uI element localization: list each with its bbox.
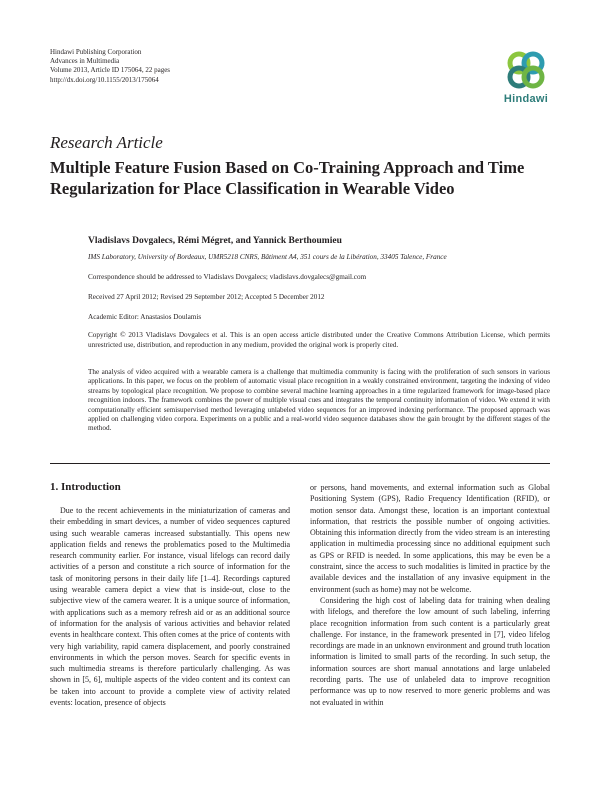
intro-paragraph-continued: or persons, hand movements, and external information such as Global Positioning System (GPS), Radio Frequency Identification (RFID), or motion sensor data. Amongst these, location is an important contextual information, that restricts the possible number of ongoing activities. Obtaining this information directly from the video stream is an interesting application in multimedia processing since no additional equipment such as GPS or RFID is needed. In some applications, this may be even be a constraint, since the access to such modalities is limited in practice by the available devices and the installation of any invasive equipment in the environment (such as home) may not be welcome. bbox=[310, 483, 550, 594]
left-column bbox=[50, 505, 290, 708]
intro-paragraph: Due to the recent achievements in the miniaturization of cameras and their embedding in smart devices, a number of video sequences captured using such wearable cameras increased substantially. This opens new application fields and renews the problematics posed to the Multimedia research community earlier. For instance, visual lifelogs can record daily activities of a person and constitute a rich source of information for the task of monitoring persons in their daily life [1–4]. Recordings captured using wearable camera depict a view that is inside-out, close to the subjective view of the camera wearer. It is a unique source of information, with applications such as a memory refresh aid or as an additional source of information for the analysis of various activities and behavior related events in healthcare context. This often comes at the price of contents with very high variability, rapid camera displacement, and poorly constrained environments in which the person moves. Search for specific events in such multimedia streams is therefore particularly challenging. As was shown in [5, 6], multiple aspects of the video content and its context can be taken into account to provide a complete view of activity related events: location, presence of objects bbox=[50, 506, 290, 708]
paper-title: Multiple Feature Fusion Based on Co-Training Approach and Time Regularization for Place Classification in Wearable Video bbox=[50, 158, 525, 198]
article-type: Research Article bbox=[50, 133, 163, 152]
doi-link[interactable]: http://dx.doi.org/10.1155/2013/175064 bbox=[50, 75, 159, 84]
right-column bbox=[310, 482, 550, 708]
section-heading: 1. Introduction bbox=[50, 481, 121, 493]
section-divider bbox=[50, 463, 550, 464]
academic-editor: Academic Editor: Anastasios Doulamis bbox=[88, 313, 202, 321]
abstract: The analysis of video acquired with a wearable camera is a challenge that multimedia community is facing with the proliferation of such sensors in various applications. In this paper, we focus on the problem of automatic visual place recognition in a weakly constrained environment, targeting the indexing of video streams by topological place recognition. We propose to combine several machine learning approaches in a time regularized framework for image-based place recognition indoors. The framework combines the power of multiple visual cues and integrates the temporal continuity information of video. We extend it with computationally efficient semisupervised method leveraging unlabeled video sequences for an improved indexing performance. The proposed approach was applied on challenging video corpora. Experiments on a public and a real-world video sequence databases show the gain brought by the different stages of the method. bbox=[88, 368, 550, 433]
intro-paragraph: Considering the high cost of labeling data for training when dealing with lifelogs, and therefore the low amount of such labeling, inferring place recognition information from such content is a particularly great challenge. For instance, in the framework presented in [7], video lifelog recordings are made in an unknown environment and ground truth location information is limited to small parts of the recording. In such setup, the information sources are short manual annotations and large unlabeled recording parts. The use of unlabeled data to improve recognition performance was up to now reserved to more generic problems and was not evaluated in within bbox=[310, 595, 550, 707]
author-list: Vladislavs Dovgalecs, Rémi Mégret, and Yannick Berthoumieu bbox=[88, 236, 342, 246]
hindawi-logo-text: Hindawi bbox=[503, 93, 549, 105]
publisher-name: Hindawi Publishing Corporation bbox=[50, 48, 142, 56]
correspondence: Correspondence should be addressed to Vladislavs Dovgalecs; vladislavs.dovgalecs@gmail.com bbox=[88, 273, 367, 281]
journal-name: Advances in Multimedia bbox=[50, 57, 120, 66]
publication-dates: Received 27 April 2012; Revised 29 September 2012; Accepted 5 December 2012 bbox=[88, 293, 325, 301]
volume-info: Volume 2013, Article ID 175064, 22 pages bbox=[50, 66, 171, 75]
journal-header bbox=[50, 48, 170, 85]
affiliation: IMS Laboratory, University of Bordeaux, UMR5218 CNRS, Bâtiment A4, 351 cours de la Libération, 33405 Talence, France bbox=[88, 253, 447, 261]
copyright-notice: Copyright © 2013 Vladislavs Dovgalecs et al. This is an open access article distributed under the Creative Commons Attribution License, which permits unrestricted use, distribution, and reproduction in any medium, provided the original work is properly cited. bbox=[88, 331, 550, 349]
